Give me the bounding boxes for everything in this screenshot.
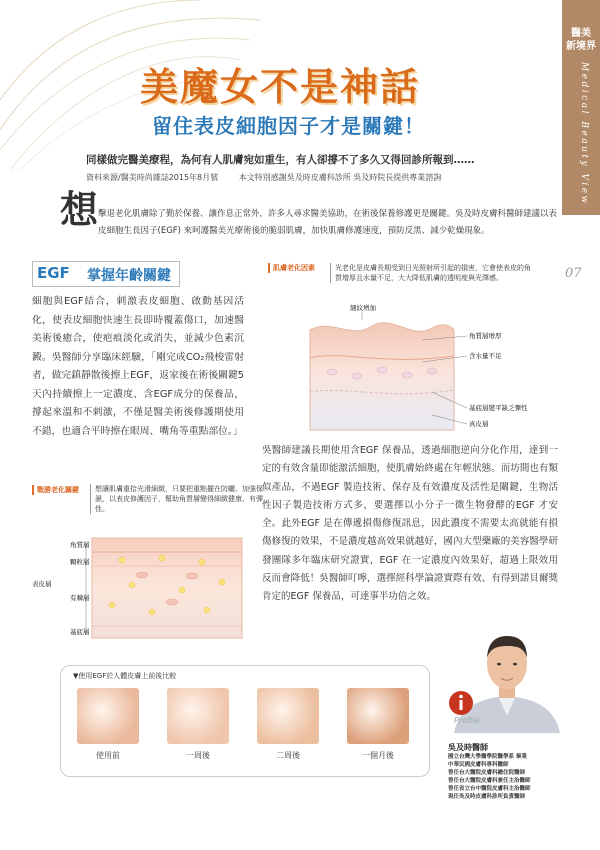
section-tab-label: 醫美 xyxy=(571,28,591,39)
repair-description: 想讓肌膚重拾光滑細緻，只要把重點擺在防曬、加強保濕，以表皮修護因子，幫助角質層變得細緻健康、有彈性。 xyxy=(90,484,267,514)
article-subtitle: 留住表皮細胞因子才是關鍵！ xyxy=(152,114,425,138)
profile-badge-label: Profile xyxy=(454,716,480,725)
credit-consult: 本文特別感謝吳及時皮膚科診所 吳及時院長提供專業諮詢 xyxy=(238,173,442,182)
info-icon xyxy=(448,690,474,716)
aging-label-basal: 基底層變平缺乏彈性 xyxy=(469,404,528,412)
section-tab xyxy=(562,0,600,215)
repair-label-epidermis: 表皮層 xyxy=(32,580,52,588)
comparison-swatch-before xyxy=(77,688,139,744)
repair-skin-diagram xyxy=(32,530,257,645)
page-number: 07 xyxy=(565,266,582,281)
credential-line: 中華民國皮膚科專科醫師 xyxy=(448,762,509,768)
aging-label-keratin: 角質層增厚 xyxy=(469,332,502,340)
comparison-swatch-month1 xyxy=(347,688,409,744)
aging-label-water: 含水量不足 xyxy=(469,352,502,360)
comparison-swatch-week2 xyxy=(257,688,319,744)
credential-line: 國立台灣大學醫學院醫學系 畢業 xyxy=(448,754,527,760)
aging-label-wrinkle: 細紋增加 xyxy=(350,304,376,312)
repair-tag: 戰勝老化關鍵 xyxy=(32,485,79,495)
comparison-swatch-week1 xyxy=(167,688,229,744)
comparison-panel xyxy=(60,665,430,777)
repair-label-basal: 基底層 xyxy=(70,628,90,636)
repair-label-spinous: 有棘層 xyxy=(70,594,90,602)
section-heading xyxy=(32,261,180,287)
credential-line: 曾任台大醫院皮膚科總住院醫師 xyxy=(448,770,526,776)
drop-cap: 想 xyxy=(60,187,99,232)
doctor-name: 吳及時醫師 xyxy=(448,743,488,752)
comparison-title: ▼使用EGF於人體皮膚上前後比較 xyxy=(73,672,177,680)
section-heading-egf: EGF xyxy=(37,264,70,282)
credential-line: 曾任省立台中醫院皮膚科主治醫師 xyxy=(448,786,531,792)
aging-label-dermis: 真皮層 xyxy=(469,420,489,428)
comparison-label-before: 使用前 xyxy=(96,751,120,760)
comparison-label-week1: 一周後 xyxy=(186,751,210,760)
section-heading-text: 掌握年齡關鍵 xyxy=(87,268,171,284)
body-column-1: 細胞與EGF結合，刺激表皮細胞、啟動基因活化，使表皮細胞快速生長即時覆蓋傷口，加速醫美術後癒合，使疤痕淡化或消失，並減少色素沉澱。吳醫師分享臨床經驗，「剛完成CO₂飛梭雷射者，做完鎮靜散後擦上EGF，返家後在術後關鍵5天內持續擦上一定濃度、含EGF成分的保養品，撐起來溫和不刺激，不僅是醫美術後修護期使用不錯，也適合平時擦在眼周、嘴角等重點部位。」 xyxy=(32,296,244,437)
section-tab-english: Medical Beauty View xyxy=(579,62,589,206)
repair-label-granular: 顆粒層 xyxy=(70,558,90,566)
comparison-label-month1: 一個月後 xyxy=(362,751,394,760)
repair-label-horny: 角質層 xyxy=(70,541,90,549)
lead-paragraph: 擊退老化肌膚除了勤於保養、讓作息正常外，許多人尋求醫美協助，在術後保養修護更是關鍵。吳及時皮膚科醫師建議以表皮細胞生長因子(EGF) 來呵護醫美光療術後的脆弱肌膚，加快肌膚修護速度，預防反黑、減少乾燥現象。 xyxy=(98,209,558,236)
intro-text: 同樣做完醫美療程，為何有人肌膚宛如重生，有人卻撐不了多久又得回診所報到…… xyxy=(86,154,475,166)
credits xyxy=(86,172,459,183)
credential-line: 曾任台大醫院皮膚科兼任主治醫師 xyxy=(448,778,531,784)
aging-tag: 肌膚老化因素 xyxy=(268,263,315,273)
article-title: 美魔女不是神話 xyxy=(140,64,421,109)
credential-line: 現任吳及時皮膚科診所負責醫師 xyxy=(448,794,526,800)
doctor-credentials xyxy=(448,753,588,801)
comparison-label-week2: 二周後 xyxy=(276,751,300,760)
profile-badge xyxy=(448,690,480,725)
aging-description: 光老化是皮膚長期受到日光照射所引起的損害，它會使表皮的角質增厚且水量不足，大大降低肌膚的透明度與光澤感。 xyxy=(330,263,535,283)
credit-source: 資料來源/醫美時尚雜誌2015年8月號 xyxy=(86,173,219,182)
aging-skin-diagram xyxy=(262,300,562,435)
section-tab-label-2: 新境界 xyxy=(566,41,596,52)
body-column-2: 吳醫師建議長期使用含EGF 保養品，透過細胞逆向分化作用，達到一定的有效含量即能激活細胞，使肌膚始終處在年輕狀態。而坊間也有類似產品，不過EGF 製造技術、保存及有效濃度及活性是關鍵，生物活性因子製造技術方式多，要選擇以小分子一微生物發酵的EGF 才安全。此外EGF 是在傳遞損傷修復訊息，因此濃度不需要太高就能有損傷修復的效果，不是濃度越高效果就越好，國內大型藥廠的美容醫學研發團隊多年臨床研究證實，EGF 在一定濃度內效果好，超過上限效用反而會降低！吳醫師叮嚀，選擇經科學論證實際有效、有得到諾貝爾獎肯定的EGF 保養品，可達事半功倍之效。 xyxy=(262,445,558,603)
